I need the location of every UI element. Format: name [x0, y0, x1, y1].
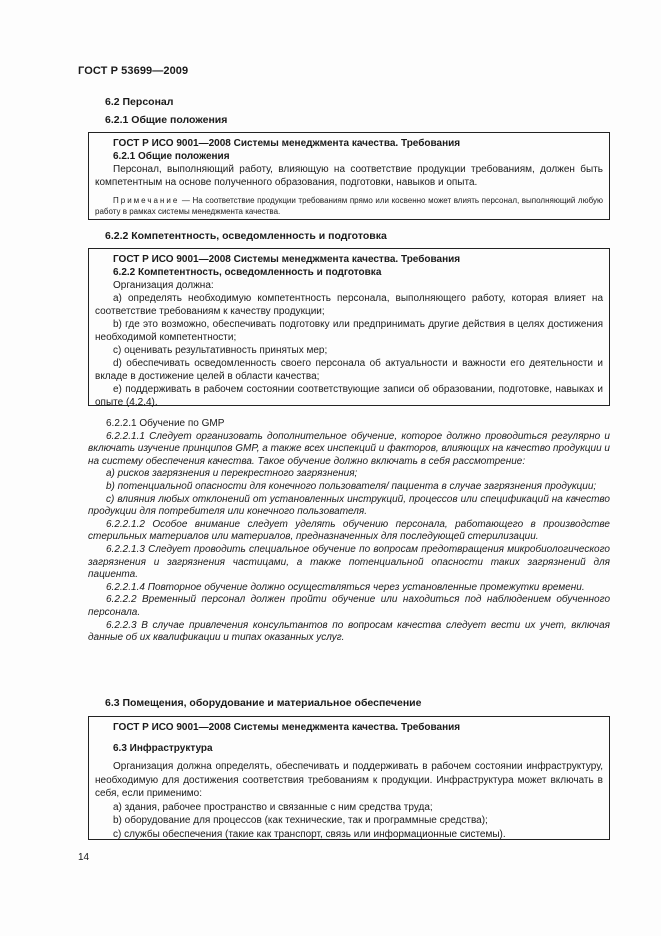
section-6-2-1-heading: 6.2.1 Общие положения	[105, 114, 228, 126]
document-header: ГОСТ Р 53699—2009	[78, 65, 189, 77]
box1-subtitle: 6.2.1 Общие положения	[113, 151, 230, 162]
standard-quote-box-3	[88, 716, 610, 840]
note-label: Примечание	[113, 196, 180, 205]
gmp-item-c: c) влияния любых отклонений от установленных инструкций, процессов или спецификаций на качество продукции для потребителя или конечного пользователя.	[88, 493, 610, 518]
box2-title: ГОСТ Р ИСО 9001—2008 Системы менеджмента качества. Требования	[113, 254, 461, 265]
gmp-paragraph-6: 6.2.2.3 В случае привлечения консультантов по вопросам качества следует вести их учет, включая данные об их квалификации и типах оказанных услуг.	[88, 619, 610, 644]
box2-line: Организация должна:	[113, 280, 214, 291]
standard-quote-box-1	[88, 132, 610, 220]
gmp-paragraph-2: 6.2.2.1.2 Особое внимание следует уделять обучению персонала, работающего в производстве стерильных материалов или материалов, предназначенных для последующей стерилизации.	[88, 518, 610, 543]
gmp-paragraph-3: 6.2.2.1.3 Следует проводить специальное обучение по вопросам предотвращения микробиологического загрязнения и загрязнения частицами, а также потенциальной опасности таких загрязнений для пациента.	[88, 543, 610, 581]
box1-title: ГОСТ Р ИСО 9001—2008 Системы менеджмента качества. Требования	[113, 138, 461, 149]
gmp-heading: 6.2.2.1 Обучение по GMP	[106, 418, 225, 429]
gmp-item-b: b) потенциальной опасности для конечного пользователя/ пациента в случае загрязнения продукции;	[106, 480, 597, 492]
page-number: 14	[78, 852, 90, 863]
gmp-paragraph-4: 6.2.2.1.4 Повторное обучение должно осуществляться через установленные промежутки времени.	[106, 581, 585, 593]
note-text: — На соответствие продукции требованиям прямо или косвенно может влиять персонал, выполняющий любую работу в рамках системы менеджмента качества.	[95, 196, 603, 216]
box2-line: d) обеспечивать осведомленность своего персонала об актуальности и важности его деятельности и вкладе в достижение целей в области качества;	[95, 358, 603, 382]
box3-subtitle: 6.3 Инфраструктура	[113, 742, 213, 754]
box3-line: c) службы обеспечения (такие как транспорт, связь или информационные системы).	[113, 828, 506, 840]
box2-line: b) где это возможно, обеспечивать подготовку или предпринимать другие действия в целях достижения необходимой компетентности;	[95, 319, 603, 343]
section-6-2-2-heading: 6.2.2 Компетентность, осведомленность и подготовка	[105, 230, 387, 242]
box2-line: c) оценивать результативность принятых мер;	[113, 345, 328, 356]
box2-line: a) определять необходимую компетентность персонала, выполняющего работу, которая влияет на соответствие требованиям к качеству продукции;	[95, 293, 603, 317]
section-6-3-heading: 6.3 Помещения, оборудование и материальное обеспечение	[105, 697, 422, 709]
box3-title: ГОСТ Р ИСО 9001—2008 Системы менеджмента качества. Требования	[113, 722, 461, 733]
box3-line: Организация должна определять, обеспечивать и поддерживать в рабочем состоянии инфраструктуру, необходимую для достижения соответствия требованиям к продукции. Инфраструктура может включать в себя, если применимо:	[95, 761, 603, 799]
section-6-2-heading: 6.2 Персонал	[105, 96, 174, 108]
standard-quote-box-2	[88, 248, 610, 406]
gmp-paragraph-5: 6.2.2.2 Временный персонал должен пройти обучение или находиться под наблюдением обученного персонала.	[88, 594, 610, 618]
box3-line: b) оборудование для процессов (как технические, так и программные средства);	[113, 815, 488, 826]
box2-line: e) поддерживать в рабочем состоянии соответствующие записи об образовании, подготовке, навыках и опыте (4.2.4).	[95, 384, 603, 408]
box1-text: Персонал, выполняющий работу, влияющую на соответствие продукции требованиям, должен быть компетентным на основе полученного образования, подготовки, навыков и опыта.	[95, 164, 603, 188]
gmp-paragraph-1: 6.2.2.1.1 Следует организовать дополнительное обучение, которое должно проводиться регулярно и включать изучение принципов GMP, а также всех инспекций и факторов, влияющих на качество продукции и на систему обеспечения качества. Такое обучение должно включать в себя рассмотрение:	[88, 430, 610, 467]
gmp-training-section	[88, 418, 610, 645]
box2-subtitle: 6.2.2 Компетентность, осведомленность и подготовка	[113, 267, 382, 278]
box1-note	[95, 195, 603, 217]
box3-line: a) здания, рабочее пространство и связанные с ним средства труда;	[113, 801, 433, 813]
gmp-item-a: a) рисков загрязнения и перекрестного загрязнения;	[106, 468, 358, 480]
